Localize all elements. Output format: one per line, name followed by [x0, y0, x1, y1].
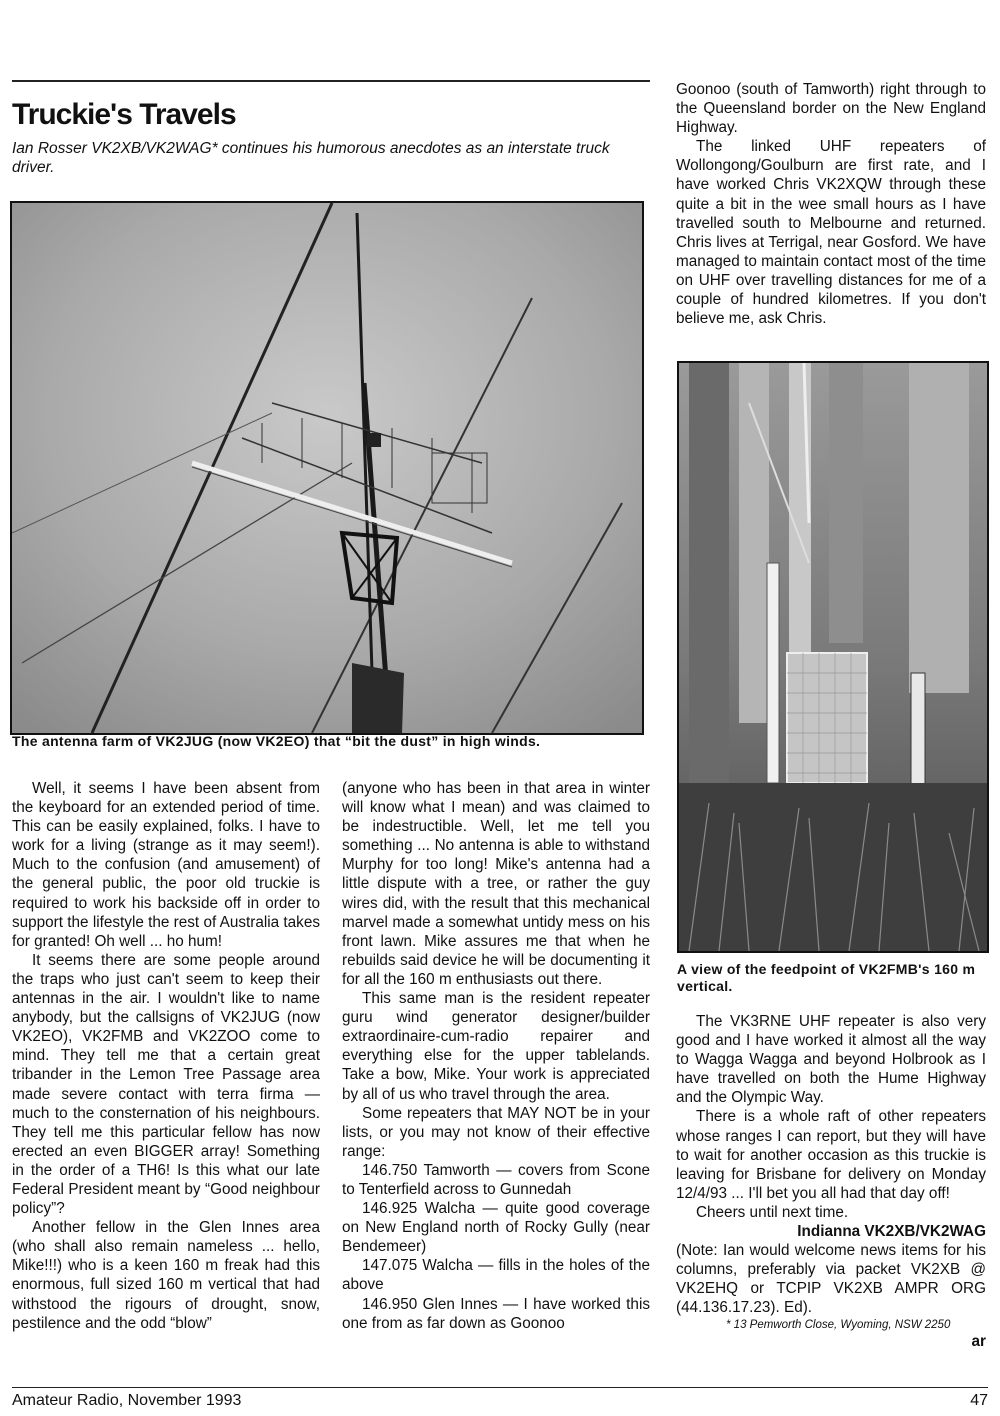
paragraph: There is a whole raft of other repeaters whose ranges I can report, but they will have to wait for another occasion as this truckie is leaving for Brisbane for delivery on Monday 12/4/93 ... I'll bet you all had that day off!	[676, 1108, 986, 1202]
article-subtitle: Ian Rosser VK2XB/VK2WAG* continues his humorous anecdotes as an interstate truck driver.	[12, 140, 610, 176]
page-number: 47	[970, 1392, 988, 1409]
paragraph: The linked UHF repeaters of Wollongong/Goulburn are first rate, and I have worked Chris VK2XQW through these quite a bit in the wee small hours as I have travelled south to Melbourne and returned. Chris lives at Terrigal, near Gosford. We have managed to maintain contact most of the time on UHF over travelling distances for me of a couple of hundred kilometres. If you don't believe me, ask Chris.	[676, 138, 986, 328]
paragraph: This same man is the resident repeater guru wind generator designer/builder extraordinaire-cum-radio repairer and everything else for the upper tablelands. Take a bow, Mike. Your work is appreciated by all of us who travel through the area.	[342, 990, 650, 1103]
repeater-entry: 146.950 Glen Innes — I have worked this one from as far down as Goonoo	[342, 1295, 650, 1332]
column-3-top	[676, 80, 986, 328]
paragraph: The VK3RNE UHF repeater is also very good and I have worked it almost all the way to Wagga Wagga and beyond Holbrook as I have travelled on both the Hume Highway and the Olympic Way.	[676, 1013, 986, 1107]
paragraph: Goonoo (south of Tamworth) right through to the Queensland border on the New England Highway.	[676, 81, 986, 137]
paragraph: Cheers until next time.	[696, 1203, 849, 1221]
paragraph: (anyone who has been in that area in winter will know what I mean) and was claimed to be indestructible. Well, let me tell you something ... No antenna is able to withstand Murphy for too long! Mike's antenna had a little dispute with a tree, or rather the guy wires did, with the result that this mechanical marvel made a somewhat untidy mess on his front lawn. Mike assures me that when he rebuilds said device he will be documenting it for all the 160 m enthusiasts out there.	[342, 780, 650, 988]
antenna-photo-caption: The antenna farm of VK2JUG (now VK2EO) that “bit the dust” in high winds.	[12, 733, 541, 749]
column-3-bottom	[676, 1012, 986, 1351]
feedpoint-photo-caption: A view of the feedpoint of VK2FMB's 160 m vertical.	[677, 961, 976, 994]
top-rule	[12, 80, 650, 82]
bottom-rule	[12, 1387, 988, 1388]
paragraph: Well, it seems I have been absent from the keyboard for an extended period of time. This can be easily explained, folks. I have to work for a living (strange as it may seem!). Much to the confusion (and amusement) of the general public, the poor old truckie is required to work his backside off in order to support the lifestyle the rest of Australia takes for granted! Oh well ... ho hum!	[12, 780, 320, 950]
repeater-entry: 147.075 Walcha — fills in the holes of the above	[342, 1257, 650, 1294]
editor-note: (Note: Ian would welcome news items for his columns, preferably via packet VK2XB @ VK2EHQ or TCPIP VK2XB AMPR ORG (44.136.17.23). Ed).	[676, 1242, 986, 1317]
repeater-entry: 146.925 Walcha — quite good coverage on New England north of Rocky Gully (near Bendemeer)	[342, 1200, 650, 1256]
column-1	[12, 779, 320, 1333]
paragraph: Some repeaters that MAY NOT be in your lists, or you may not know of their effective range:	[342, 1104, 650, 1160]
author-address-footnote: * 13 Pemworth Close, Wyoming, NSW 2250	[726, 1318, 951, 1331]
column-2	[342, 779, 650, 1333]
repeater-entry: 146.750 Tamworth — covers from Scone to Tenterfield across to Gunnedah	[342, 1161, 650, 1198]
paragraph: It seems there are some people around the traps who just can't seem to keep their antennas in the air. I wouldn't like to name anybody, but the callsigns of VK2JUG (now VK2EO), VK2FMB and VK2ZOO come to mind. They tell me that a certain great tribander in the Lemon Tree Passage area made severe contact with terra firma — much to the consternation of his neighbours. They tell me this particular fellow has now erected an even BIGGER array! Something in the order of a TH6! Is this what our late Federal President meant by “Good neighbour policy”?	[12, 951, 320, 1218]
paragraph: Another fellow in the Glen Innes area (who shall also remain nameless ... hello, Mike!!!) who is a keen 160 m freak had this enormous, full sized 160 m vertical that had withstood the rigours of drought, snow, pestilence and the odd “blow”	[12, 1219, 320, 1332]
publication-footer: Amateur Radio, November 1993	[12, 1392, 242, 1409]
article-title: Truckie's Travels	[12, 98, 236, 131]
antenna-photo	[10, 201, 644, 735]
feedpoint-photo	[677, 361, 989, 953]
end-mark: ar	[971, 1332, 986, 1350]
author-signature: Indianna VK2XB/VK2WAG	[797, 1223, 986, 1241]
